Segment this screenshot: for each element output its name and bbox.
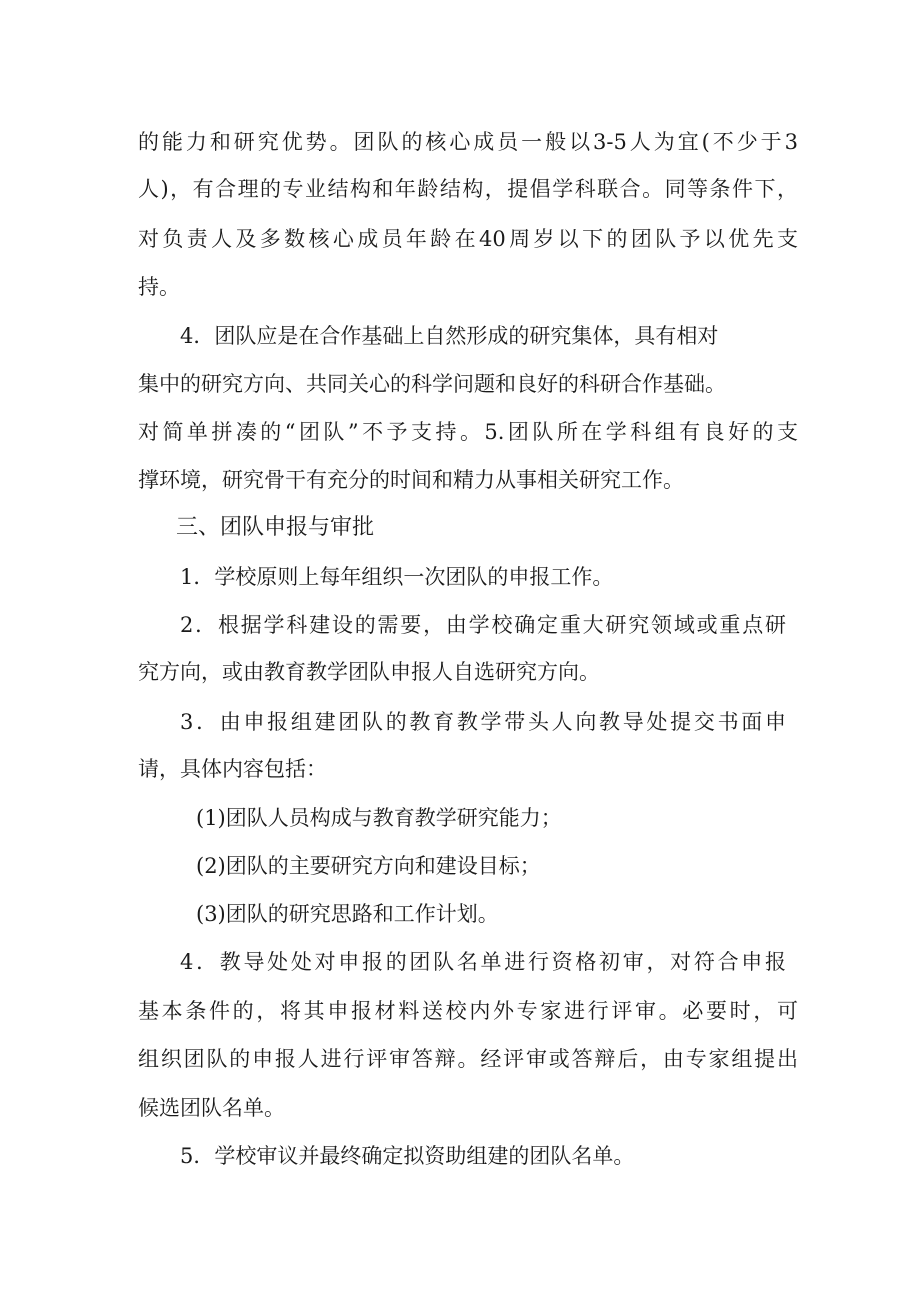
- list-item-continuation: 候选团队名单。: [138, 1096, 285, 1120]
- sub-item: (3)团队的研究思路和工作计划。: [196, 902, 499, 926]
- sub-item: (2)团队的主要研究方向和建设目标；: [196, 854, 541, 878]
- sub-item: (1)团队人员构成与教育教学研究能力；: [196, 806, 562, 830]
- paragraph-line: 对简单拼凑的“团队”不予支持。5.团队所在学科组有良好的支: [138, 420, 798, 444]
- paragraph-line: 对负责人及多数核心成员年龄在40周岁以下的团队予以优先支: [138, 227, 798, 251]
- section-heading: 三、团队申报与审批: [176, 515, 375, 540]
- list-item: 1．学校原则上每年组织一次团队的申报工作。: [180, 565, 614, 589]
- list-item-continuation: 组织团队的申报人进行评审答辩。经评审或答辩后，由专家组提出: [138, 1047, 798, 1071]
- paragraph-line: 持。: [138, 275, 180, 299]
- list-item: 2．根据学科建设的需要，由学校确定重大研究领域或重点研: [180, 613, 786, 637]
- list-item-continuation: 究方向，或由教育教学团队申报人自选研究方向。: [138, 660, 600, 684]
- list-item-continuation: 请，具体内容包括：: [138, 757, 327, 781]
- list-item: 3．由申报组建团队的教育教学带头人向教导处提交书面申: [180, 710, 786, 734]
- paragraph-line: 的能力和研究优势。团队的核心成员一般以3-5人为宜(不少于3: [138, 130, 798, 154]
- paragraph-line: 集中的研究方向、共同关心的科学问题和良好的科研合作基础。: [138, 372, 726, 396]
- list-item: 4．教导处处对申报的团队名单进行资格初审，对符合申报: [180, 950, 786, 974]
- list-item-continuation: 基本条件的，将其申报材料送校内外专家进行评审。必要时，可: [138, 999, 798, 1023]
- list-item: 5．学校审议并最终确定拟资助组建的团队名单。: [180, 1144, 635, 1168]
- paragraph-line: 4．团队应是在合作基础上自然形成的研究集体，具有相对: [180, 324, 719, 348]
- paragraph-line: 人)，有合理的专业结构和年龄结构，提倡学科联合。同等条件下，: [138, 177, 798, 201]
- paragraph-line: 撑环境，研究骨干有充分的时间和精力从事相关研究工作。: [138, 468, 684, 492]
